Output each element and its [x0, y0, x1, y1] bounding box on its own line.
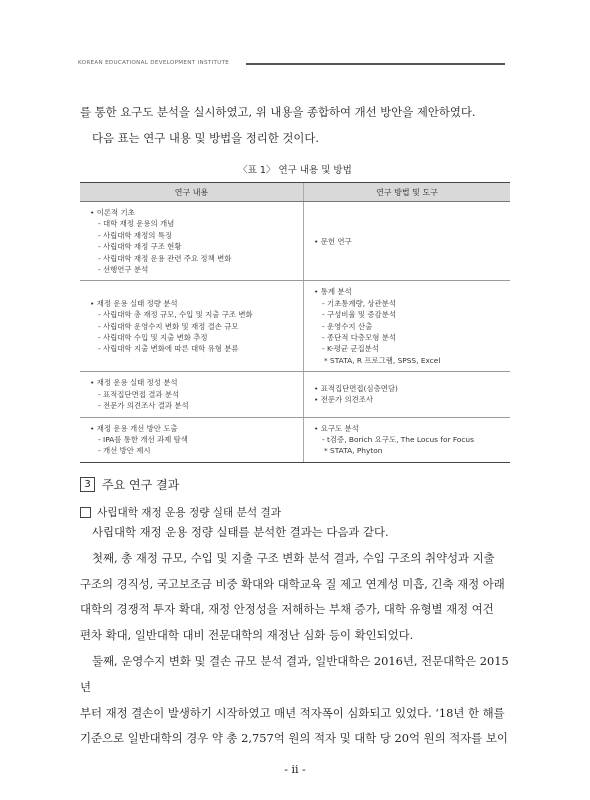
cell-line: - 선행연구 분석	[98, 265, 149, 275]
body-line: 사립대학 재정 운용 정량 실태를 분석한 결과는 다음과 같다.	[92, 525, 389, 539]
subsection-title: 사립대학 재정 운용 정량 실태 분석 결과	[97, 507, 281, 519]
table-header-cell: 연구 내용	[80, 183, 304, 202]
table-header-cell: 연구 방법 및 도구	[304, 183, 511, 202]
cell-line: - t검증, Borich 요구도, The Locus for Focus	[322, 434, 474, 444]
cell-line: - 사립대학 지출 변화에 따른 대학 유형 분류	[98, 344, 239, 354]
table-caption: 〈표 1〉 연구 내용 및 방법	[238, 165, 352, 176]
cell-line: • 전문가 의견조사	[314, 395, 374, 405]
cell-line: - K-평균 군집분석	[322, 344, 379, 354]
cell-line: • 요구도 분석	[314, 423, 359, 433]
cell-line: - 사립대학 수입 및 지출 변화 추정	[98, 333, 208, 343]
method-cell	[304, 202, 511, 281]
content-cell	[80, 417, 304, 462]
table-row	[80, 417, 510, 462]
cell-line: • 표적집단면접(심층면담)	[314, 383, 398, 393]
body-line: 부터 재정 결손이 발생하기 시작하였고 매년 적자폭이 심화되고 있었다. ‘18년 한 해를	[80, 705, 505, 720]
cell-line: • 이론적 기초	[90, 208, 135, 217]
cell-line: - 종단적 다층모형 분석	[322, 333, 396, 343]
cell-line: • 재정 운용 개선 방안 도출	[90, 423, 178, 433]
table-row	[80, 372, 510, 417]
table-header-row	[80, 183, 510, 202]
table-row	[80, 202, 510, 281]
cell-line: - 개선 방안 제시	[98, 446, 151, 456]
method-cell	[304, 281, 511, 372]
intro-line: 를 통한 요구도 분석을 실시하였고, 위 내용을 종합하여 개선 방안을 제안하였다.	[80, 105, 476, 119]
method-cell	[304, 372, 511, 417]
content-cell	[80, 281, 304, 372]
checkbox-square-icon	[80, 507, 91, 518]
body-paragraphs	[80, 520, 510, 752]
cell-line: - 구성비율 및 증감분석	[322, 310, 396, 320]
content-cell	[80, 372, 304, 417]
cell-line: - 대학 재정 운용의 개념	[98, 219, 175, 229]
body-line: 첫째, 총 재정 규모, 수입 및 지출 구조 변화 분석 결과, 수입 구조의 취약성과 지출	[92, 550, 495, 565]
intro-line: 다음 표는 연구 내용 및 방법을 정리한 것이다.	[92, 130, 320, 145]
section-heading	[80, 476, 179, 493]
cell-line: - 전문가 의견조사 결과 분석	[98, 401, 189, 411]
cell-line: • 재정 운용 실태 정량 분석	[90, 298, 178, 308]
body-line: 기준으로 일반대학의 경우 약 총 2,757억 원의 적자 및 대학 당 20억 원의 적자를 보이	[80, 731, 508, 746]
cell-line: * STATA, Phyton	[324, 446, 383, 456]
section-number: 3	[80, 477, 95, 492]
content-cell	[80, 202, 304, 281]
research-table	[80, 182, 510, 463]
cell-line: - 사립대학 재정 구조 현황	[98, 242, 182, 252]
body-line: 구조의 경직성, 국고보조금 비중 확대와 대학교육 질 제고 연계성 미흡, 긴축 재정 아래	[80, 576, 505, 591]
cell-line: - 사립대학 재정 운용 관련 주요 정책 변화	[98, 253, 232, 263]
cell-line: • 통계 분석	[314, 287, 352, 297]
body-line: 둘째, 운영수지 변화 및 결손 규모 분석 결과, 일반대학은 2016년, 전문대학은 2015년	[80, 653, 509, 694]
cell-line: - 사립대학 운영수지 변화 및 재정 결손 규모	[98, 321, 239, 331]
page-number: - ii -	[284, 763, 306, 776]
header-rule	[246, 63, 505, 65]
body-line: 대학의 경쟁적 투자 확대, 재정 안정성을 저해하는 부채 증가, 대학 유형별 재정 여건	[80, 602, 494, 617]
cell-line: - 표적집단면접 결과 분석	[98, 389, 180, 399]
cell-line: - 기초통계량, 상관분석	[322, 298, 396, 308]
intro-paragraph	[80, 100, 510, 152]
running-header	[78, 60, 505, 72]
cell-line: * STATA, R 프로그램, SPSS, Excel	[324, 355, 441, 365]
cell-line: • 재정 운용 실태 정성 분석	[90, 378, 178, 388]
subsection-heading	[80, 505, 281, 520]
cell-line: - 사립대학 재정의 특징	[98, 230, 172, 240]
cell-line: • 문헌 연구	[314, 236, 352, 246]
body-line: 편차 확대, 일반대학 대비 전문대학의 재정난 심화 등이 확인되었다.	[80, 628, 414, 643]
method-cell	[304, 417, 511, 462]
section-title: 주요 연구 결과	[102, 478, 180, 492]
table-row	[80, 281, 510, 372]
cell-line: - 사립대학 총 재정 규모, 수입 및 지출 구조 변화	[98, 310, 253, 320]
cell-line: - IPA를 통한 개선 과제 탐색	[98, 434, 188, 444]
running-title: KOREAN EDUCATIONAL DEVELOPMENT INSTITUTE	[78, 60, 230, 66]
cell-line: - 운영수지 산출	[322, 321, 373, 331]
